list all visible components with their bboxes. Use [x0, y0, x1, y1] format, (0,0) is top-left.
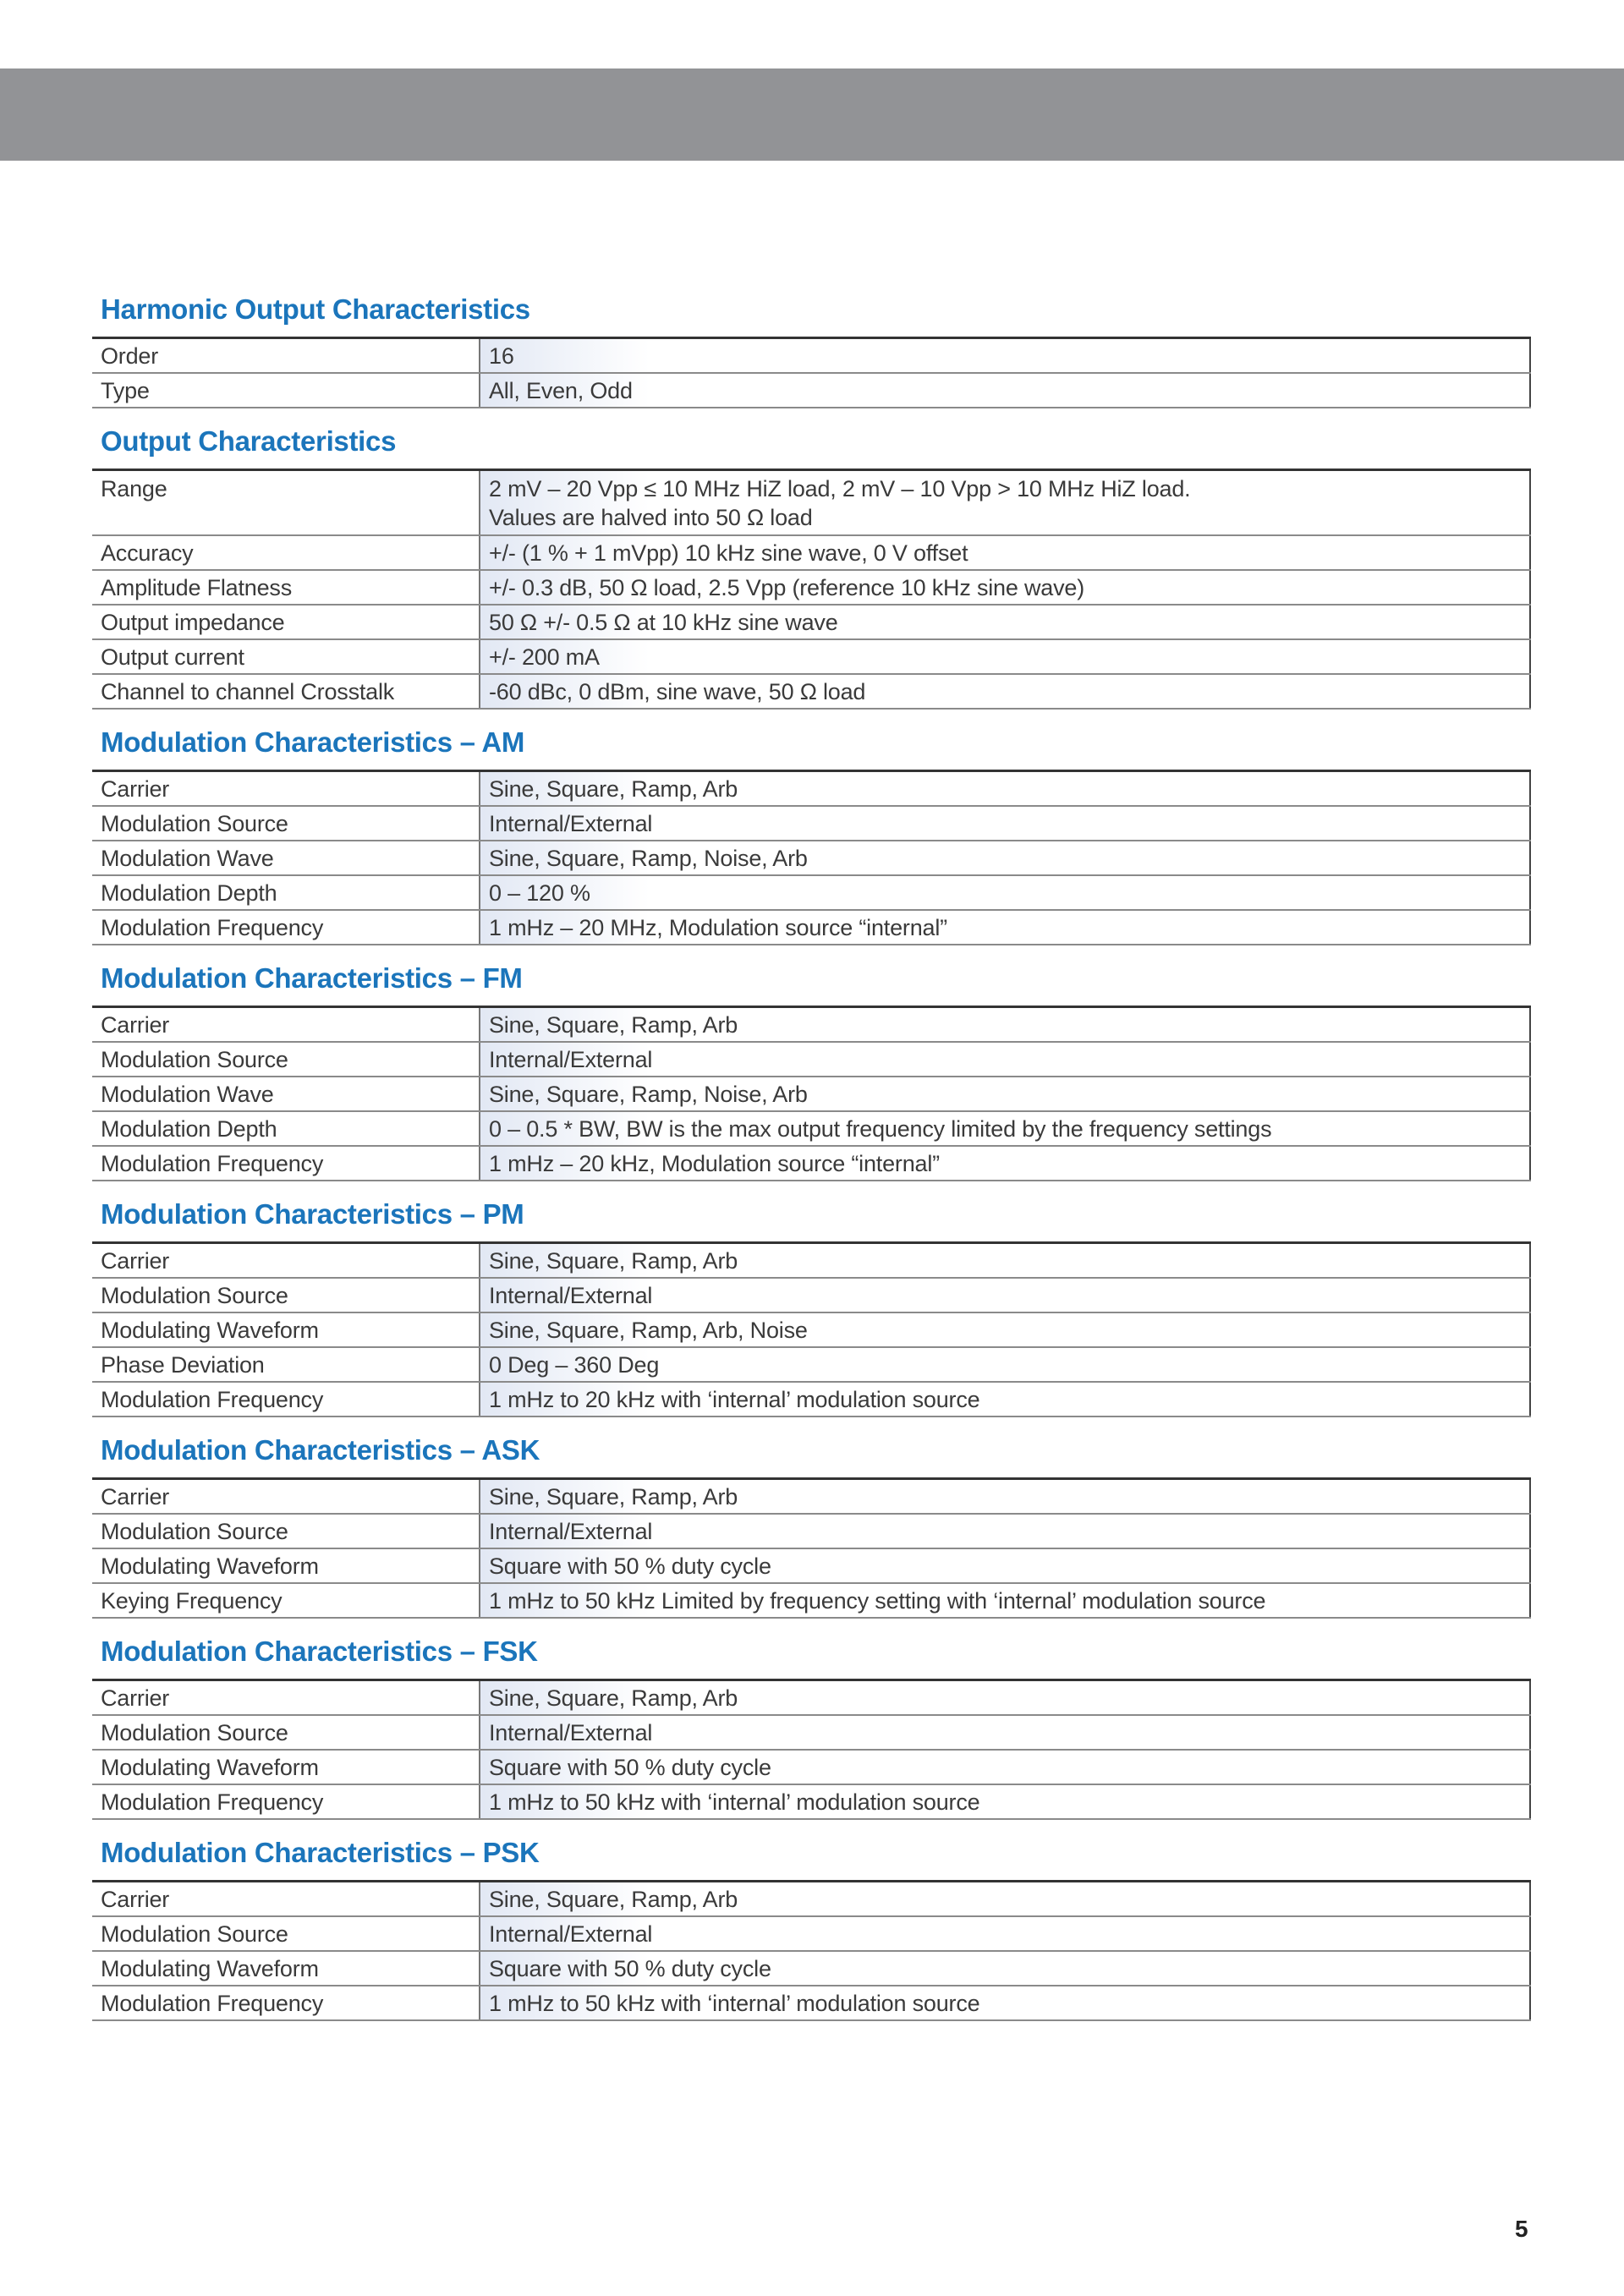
spec-label: Modulation Source — [92, 1278, 480, 1312]
table-row — [92, 1986, 1530, 2020]
table-row — [92, 1312, 1530, 1347]
spec-label: Modulating Waveform — [92, 1548, 480, 1583]
spec-value: 0 Deg – 360 Deg — [480, 1347, 1530, 1382]
spec-value: Sine, Square, Ramp, Arb — [480, 1680, 1530, 1716]
table-row — [92, 1042, 1530, 1077]
spec-label: Carrier — [92, 1680, 480, 1716]
table-row — [92, 1514, 1530, 1548]
spec-value: 1 mHz to 50 kHz with ‘internal’ modulation source — [480, 1986, 1530, 2020]
spec-value: Internal/External — [480, 1715, 1530, 1750]
table-row — [92, 1715, 1530, 1750]
spec-label: Modulating Waveform — [92, 1750, 480, 1784]
table-row — [92, 1784, 1530, 1819]
spec-value: Square with 50 % duty cycle — [480, 1548, 1530, 1583]
spec-label: Phase Deviation — [92, 1347, 480, 1382]
spec-label: Amplitude Flatness — [92, 570, 480, 605]
spec-label: Modulation Source — [92, 1916, 480, 1951]
spec-value: Internal/External — [480, 1278, 1530, 1312]
spec-value: Sine, Square, Ramp, Arb — [480, 1007, 1530, 1043]
spec-value: Square with 50 % duty cycle — [480, 1750, 1530, 1784]
spec-label: Modulation Frequency — [92, 1986, 480, 2020]
table-row — [92, 1243, 1530, 1279]
table-row — [92, 1680, 1530, 1716]
spec-value: 1 mHz – 20 kHz, Modulation source “internal” — [480, 1146, 1530, 1181]
table-row — [92, 1111, 1530, 1146]
spec-value: +/- 200 mA — [480, 639, 1530, 674]
section-title: Modulation Characteristics – AM — [101, 726, 525, 758]
table-row — [92, 875, 1530, 910]
spec-label: Modulation Depth — [92, 1111, 480, 1146]
spec-label: Accuracy — [92, 535, 480, 570]
spec-value — [480, 470, 1530, 536]
table-row — [92, 470, 1530, 536]
table-row — [92, 535, 1530, 570]
spec-value: Internal/External — [480, 806, 1530, 841]
spec-label: Modulation Frequency — [92, 1146, 480, 1181]
spec-value: +/- 0.3 dB, 50 Ω load, 2.5 Vpp (reference 10 kHz sine wave) — [480, 570, 1530, 605]
spec-value: 16 — [480, 338, 1530, 374]
header-band — [0, 68, 1624, 161]
spec-value: Sine, Square, Ramp, Noise, Arb — [480, 841, 1530, 875]
spec-table — [92, 469, 1531, 710]
spec-value: Square with 50 % duty cycle — [480, 1951, 1530, 1986]
table-row — [92, 1479, 1530, 1515]
spec-value: Internal/External — [480, 1042, 1530, 1077]
spec-label: Order — [92, 338, 480, 374]
table-row — [92, 1278, 1530, 1312]
spec-label: Modulation Frequency — [92, 1784, 480, 1819]
spec-label: Modulation Depth — [92, 875, 480, 910]
table-row — [92, 1750, 1530, 1784]
spec-value: Sine, Square, Ramp, Arb — [480, 771, 1530, 807]
page-number: 5 — [1515, 2216, 1528, 2242]
spec-content — [92, 277, 1531, 2021]
spec-label: Carrier — [92, 1243, 480, 1279]
spec-value: Internal/External — [480, 1514, 1530, 1548]
spec-value: Sine, Square, Ramp, Arb — [480, 1882, 1530, 1917]
spec-value: All, Even, Odd — [480, 373, 1530, 408]
spec-label: Keying Frequency — [92, 1583, 480, 1618]
spec-label: Carrier — [92, 771, 480, 807]
spec-label: Modulating Waveform — [92, 1312, 480, 1347]
spec-label: Modulation Frequency — [92, 1382, 480, 1417]
table-row — [92, 771, 1530, 807]
table-row — [92, 1548, 1530, 1583]
spec-value: 1 mHz to 20 kHz with ‘internal’ modulation source — [480, 1382, 1530, 1417]
spec-label: Range — [92, 470, 480, 536]
table-row — [92, 1146, 1530, 1181]
spec-table — [92, 1679, 1531, 1820]
spec-value: 0 – 0.5 * BW, BW is the max output frequency limited by the frequency settings — [480, 1111, 1530, 1146]
table-row — [92, 639, 1530, 674]
spec-value: 0 – 120 % — [480, 875, 1530, 910]
spec-label: Modulation Source — [92, 1715, 480, 1750]
spec-value: 1 mHz to 50 kHz Limited by frequency setting with ‘internal’ modulation source — [480, 1583, 1530, 1618]
section-title: Harmonic Output Characteristics — [101, 293, 530, 325]
table-row — [92, 605, 1530, 639]
section-title: Output Characteristics — [101, 425, 397, 457]
spec-label: Modulation Source — [92, 1514, 480, 1548]
table-row — [92, 1951, 1530, 1986]
spec-table — [92, 1477, 1531, 1619]
table-row — [92, 1347, 1530, 1382]
section-title: Modulation Characteristics – PM — [101, 1198, 524, 1230]
spec-value: Sine, Square, Ramp, Noise, Arb — [480, 1077, 1530, 1111]
spec-value: -60 dBc, 0 dBm, sine wave, 50 Ω load — [480, 674, 1530, 709]
table-row — [92, 1916, 1530, 1951]
spec-label: Output impedance — [92, 605, 480, 639]
table-row — [92, 841, 1530, 875]
table-row — [92, 910, 1530, 945]
spec-label: Modulation Frequency — [92, 910, 480, 945]
section-title: Modulation Characteristics – PSK — [101, 1837, 540, 1868]
spec-label: Modulation Source — [92, 806, 480, 841]
table-row — [92, 806, 1530, 841]
table-row — [92, 1882, 1530, 1917]
spec-label: Type — [92, 373, 480, 408]
section-title: Modulation Characteristics – FM — [101, 962, 523, 994]
spec-label: Modulation Source — [92, 1042, 480, 1077]
section-title: Modulation Characteristics – ASK — [101, 1434, 540, 1466]
table-row — [92, 674, 1530, 709]
spec-label: Modulation Wave — [92, 841, 480, 875]
spec-label: Modulating Waveform — [92, 1951, 480, 1986]
spec-value: Sine, Square, Ramp, Arb, Noise — [480, 1312, 1530, 1347]
spec-value: Sine, Square, Ramp, Arb — [480, 1479, 1530, 1515]
spec-value-line: Values are halved into 50 Ω load — [489, 505, 813, 530]
spec-label: Carrier — [92, 1007, 480, 1043]
spec-value: Sine, Square, Ramp, Arb — [480, 1243, 1530, 1279]
spec-value: 1 mHz to 50 kHz with ‘internal’ modulation source — [480, 1784, 1530, 1819]
spec-label: Output current — [92, 639, 480, 674]
spec-value: 50 Ω +/- 0.5 Ω at 10 kHz sine wave — [480, 605, 1530, 639]
spec-value: Internal/External — [480, 1916, 1530, 1951]
table-row — [92, 338, 1530, 374]
spec-table — [92, 337, 1531, 408]
spec-table — [92, 1880, 1531, 2021]
spec-label: Modulation Wave — [92, 1077, 480, 1111]
spec-label: Carrier — [92, 1882, 480, 1917]
table-row — [92, 373, 1530, 408]
spec-table — [92, 1006, 1531, 1181]
table-row — [92, 1583, 1530, 1618]
section-title: Modulation Characteristics – FSK — [101, 1636, 538, 1667]
table-row — [92, 1077, 1530, 1111]
spec-value: +/- (1 % + 1 mVpp) 10 kHz sine wave, 0 V offset — [480, 535, 1530, 570]
spec-value: 1 mHz – 20 MHz, Modulation source “internal” — [480, 910, 1530, 945]
table-row — [92, 570, 1530, 605]
spec-label: Channel to channel Crosstalk — [92, 674, 480, 709]
spec-value-line: 2 mV – 20 Vpp ≤ 10 MHz HiZ load, 2 mV – 10 Vpp > 10 MHz HiZ load. — [489, 476, 1191, 501]
table-row — [92, 1007, 1530, 1043]
spec-table — [92, 770, 1531, 945]
spec-table — [92, 1241, 1531, 1417]
table-row — [92, 1382, 1530, 1417]
spec-label: Carrier — [92, 1479, 480, 1515]
